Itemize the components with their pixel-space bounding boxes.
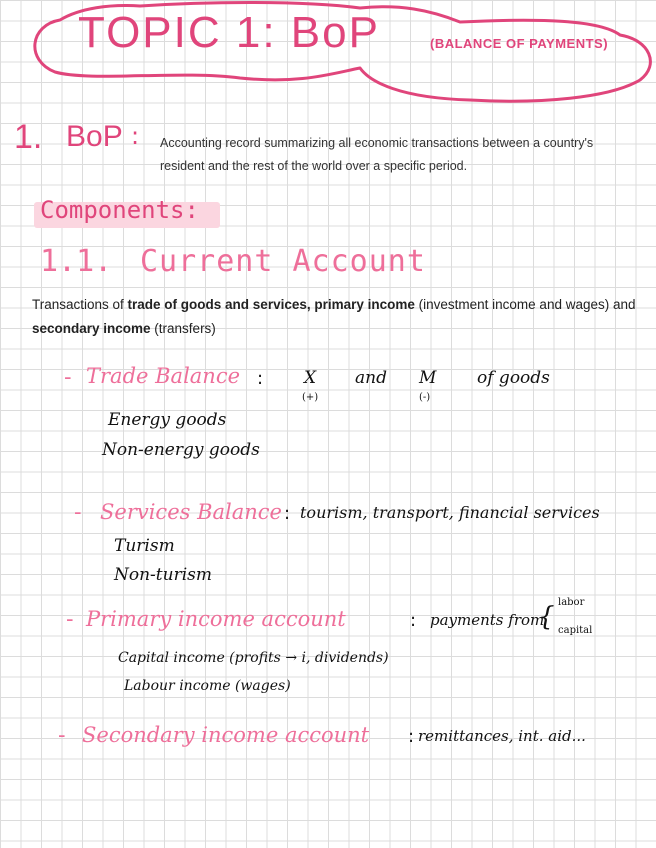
of-goods-text: of goods [477, 368, 550, 388]
trade-item: Energy goods [108, 410, 227, 430]
subsection-heading: Current Account [140, 244, 426, 279]
services-note: tourism, transport, financial services [300, 503, 600, 522]
primary-income-colon: : [410, 610, 417, 631]
primary-income-heading: Primary income account [86, 607, 346, 631]
section-colon: : [131, 122, 140, 150]
imports-sign: (-) [419, 392, 431, 403]
desc-text: Transactions of [32, 297, 128, 312]
brace-symbol: { [538, 602, 555, 632]
bullet-dash: - [64, 365, 72, 389]
bullet-dash: - [74, 500, 82, 524]
desc-bold-text: trade of goods and services, primary income [127, 297, 415, 312]
trade-balance-colon: : [257, 368, 264, 389]
imports-symbol: M [419, 368, 437, 388]
desc-bold-text: secondary income [32, 321, 151, 336]
subsection-number: 1.1. [40, 244, 113, 279]
bop-definition: Accounting record summarizing all economic transactions between a country's resident and the rest of the world over a specific period. [160, 136, 594, 173]
secondary-income-note: remittances, int. aid... [418, 727, 586, 745]
exports-symbol: X [304, 368, 317, 388]
section-heading: BoP [66, 120, 123, 153]
page-title: TOPIC 1: BoP [78, 8, 380, 57]
desc-text: (investment income and wages) and [414, 297, 636, 312]
trade-balance-heading: Trade Balance [86, 364, 241, 388]
services-item: Non-turism [114, 565, 212, 585]
services-balance-colon: : [284, 503, 291, 524]
components-heading: Components: [40, 196, 199, 224]
primary-income-item: Labour income (wages) [124, 678, 291, 694]
trade-and-text: and [355, 368, 387, 388]
branch-capital: capital [558, 625, 593, 636]
branch-labor: labor [558, 597, 585, 608]
bullet-dash: - [66, 607, 74, 631]
secondary-income-heading: Secondary income account [82, 723, 370, 747]
section-number: 1. [14, 118, 43, 156]
services-item: Turism [114, 536, 175, 556]
primary-income-item: Capital income (profits → i, dividends) [118, 650, 389, 666]
services-balance-heading: Services Balance [100, 500, 282, 524]
secondary-income-colon: : [408, 726, 415, 747]
current-account-description [32, 293, 642, 341]
page-subtitle: (BALANCE OF PAYMENTS) [430, 36, 609, 51]
exports-sign: (+) [302, 392, 319, 403]
bullet-dash: - [58, 723, 66, 747]
desc-text: (transfers) [150, 321, 216, 336]
primary-income-note: payments from [430, 611, 545, 629]
trade-item: Non-energy goods [102, 440, 260, 460]
